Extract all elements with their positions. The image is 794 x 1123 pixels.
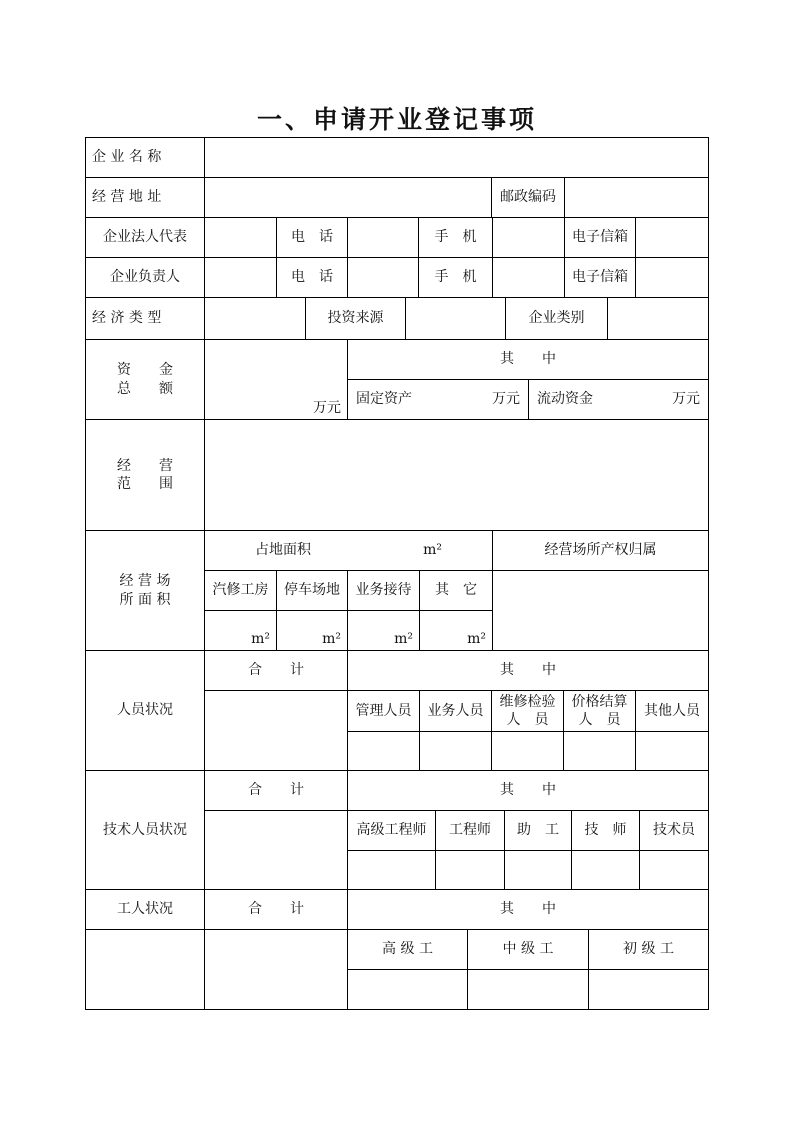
tech-staff-label: 技术人员状况 — [85, 770, 205, 890]
tech-total-field[interactable] — [204, 810, 348, 890]
business-scope-label: 经 营 范 围 — [85, 419, 205, 531]
other-area-label: 其 它 — [419, 570, 493, 611]
assistant-engineer-label: 助 工 — [504, 810, 572, 851]
tech-worker-field[interactable] — [639, 850, 709, 890]
reception-field[interactable]: m² — [347, 610, 420, 651]
parking-field[interactable]: m² — [276, 610, 348, 651]
staff-total-field[interactable] — [204, 690, 348, 771]
engineer-field[interactable] — [435, 850, 505, 890]
legal-rep-field[interactable] — [204, 217, 277, 258]
repair-shop-field[interactable]: m² — [204, 610, 277, 651]
tech-worker-label: 技术员 — [639, 810, 709, 851]
capital-total-field[interactable]: 万元 — [204, 339, 348, 420]
working-capital-field[interactable]: 流动资金 万元 — [528, 379, 709, 420]
legal-rep-phone-label: 电 话 — [276, 217, 348, 258]
business-staff-field[interactable] — [419, 731, 492, 771]
others-staff-field[interactable] — [635, 731, 709, 771]
worker-status-label: 工人状况 — [85, 889, 205, 930]
staff-of-which-label: 其 中 — [347, 650, 709, 691]
tech-of-which-label: 其 中 — [347, 770, 709, 811]
technician-field[interactable] — [571, 850, 640, 890]
fixed-assets-field[interactable]: 固定资产 万元 — [347, 379, 529, 420]
property-owner-label: 经营场所产权归属 — [492, 530, 709, 571]
senior-engineer-label: 高级工程师 — [347, 810, 436, 851]
page-title: 一、申请开业登记事项 — [256, 105, 537, 134]
tech-total-label: 合 计 — [204, 770, 348, 811]
responsible-field[interactable] — [204, 257, 277, 298]
enterprise-name-label: 企 业 名 称 — [85, 137, 205, 178]
management-label: 管理人员 — [347, 690, 420, 732]
worker-total-label: 合 计 — [204, 889, 348, 930]
land-area-field[interactable]: 占地面积 m² — [204, 530, 493, 571]
worker-status-field[interactable] — [85, 929, 205, 1010]
reception-label: 业务接待 — [347, 570, 420, 611]
business-staff-label: 业务人员 — [419, 690, 492, 732]
legal-rep-phone-field[interactable] — [347, 217, 419, 258]
parking-label: 停车场地 — [276, 570, 348, 611]
capital-of-which-label: 其 中 — [347, 339, 709, 380]
registration-form — [86, 138, 709, 1010]
postal-code-label: 邮政编码 — [491, 177, 565, 218]
junior-worker-field[interactable] — [588, 969, 709, 1010]
property-owner-field[interactable] — [492, 570, 709, 651]
economy-type-label: 经 济 类 型 — [85, 297, 205, 340]
legal-rep-email-field[interactable] — [635, 217, 709, 258]
responsible-mobile-label: 手 机 — [418, 257, 493, 298]
management-field[interactable] — [347, 731, 420, 771]
economy-type-field[interactable] — [204, 297, 306, 340]
legal-rep-mobile-label: 手 机 — [418, 217, 493, 258]
responsible-email-label: 电子信箱 — [564, 257, 636, 298]
responsible-phone-label: 电 话 — [276, 257, 348, 298]
responsible-phone-field[interactable] — [347, 257, 419, 298]
worker-total-field[interactable] — [204, 929, 348, 1010]
junior-worker-label: 初 级 工 — [588, 929, 709, 970]
repair-inspect-label: 维修检验 人 员 — [491, 690, 564, 732]
address-label: 经 营 地 址 — [85, 177, 205, 218]
others-staff-label: 其他人员 — [635, 690, 709, 732]
pricing-field[interactable] — [563, 731, 636, 771]
legal-rep-label: 企业法人代表 — [85, 217, 205, 258]
senior-worker-label: 高 级 工 — [347, 929, 468, 970]
assistant-engineer-field[interactable] — [504, 850, 572, 890]
enterprise-category-label: 企业类别 — [505, 297, 608, 340]
worker-of-which-label: 其 中 — [347, 889, 709, 930]
other-area-field[interactable]: m² — [419, 610, 493, 651]
business-scope-field[interactable] — [204, 419, 709, 531]
enterprise-name-field[interactable] — [204, 137, 709, 178]
site-area-label: 经 营 场 所 面 积 — [85, 530, 205, 651]
technician-label: 技 师 — [571, 810, 640, 851]
investment-source-label: 投资来源 — [305, 297, 406, 340]
engineer-label: 工程师 — [435, 810, 505, 851]
mid-worker-label: 中 级 工 — [467, 929, 589, 970]
responsible-mobile-field[interactable] — [492, 257, 565, 298]
enterprise-category-field[interactable] — [607, 297, 709, 340]
staff-label: 人员状况 — [85, 650, 205, 771]
postal-code-field[interactable] — [564, 177, 709, 218]
mid-worker-field[interactable] — [467, 969, 589, 1010]
pricing-label: 价格结算 人 员 — [563, 690, 636, 732]
responsible-label: 企业负责人 — [85, 257, 205, 298]
senior-engineer-field[interactable] — [347, 850, 436, 890]
repair-shop-label: 汽修工房 — [204, 570, 277, 611]
legal-rep-email-label: 电子信箱 — [564, 217, 636, 258]
investment-source-field[interactable] — [405, 297, 506, 340]
legal-rep-mobile-field[interactable] — [492, 217, 565, 258]
repair-inspect-field[interactable] — [491, 731, 564, 771]
address-field[interactable] — [204, 177, 492, 218]
senior-worker-field[interactable] — [347, 969, 468, 1010]
staff-total-label: 合 计 — [204, 650, 348, 691]
capital-label: 资 金 总 额 — [85, 339, 205, 420]
responsible-email-field[interactable] — [635, 257, 709, 298]
